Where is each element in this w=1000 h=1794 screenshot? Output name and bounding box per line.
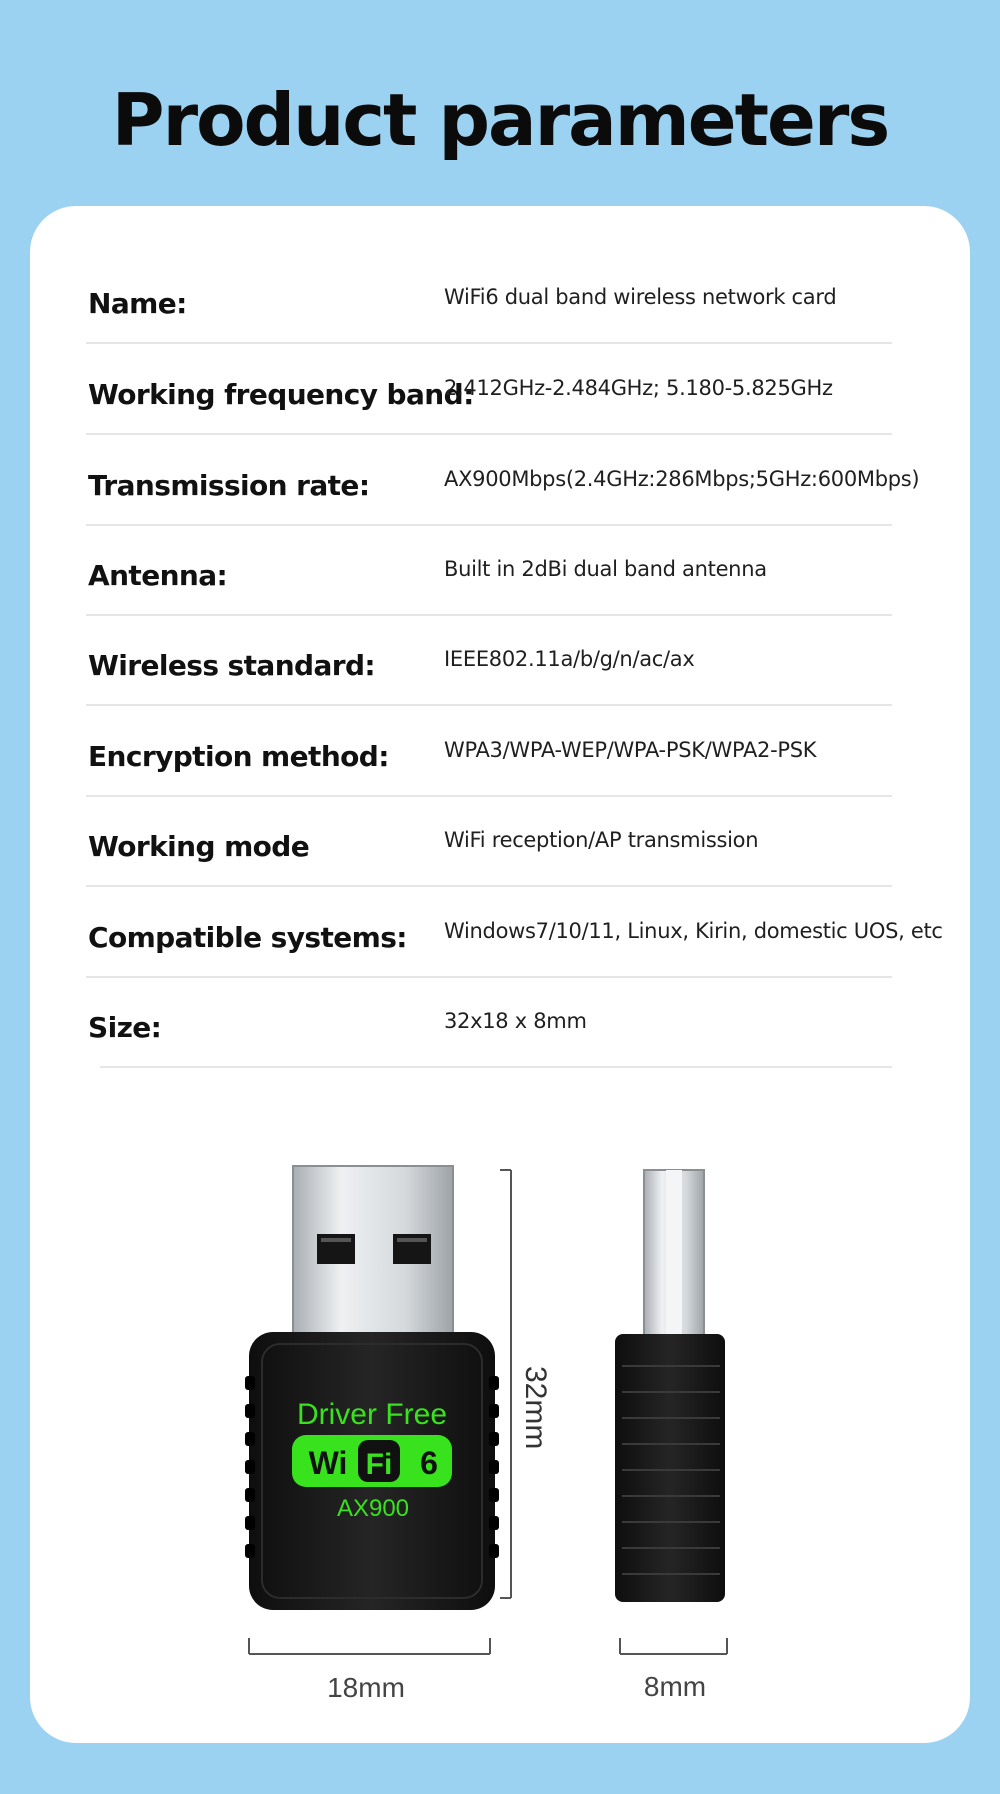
param-value: IEEE802.11a/b/g/n/ac/ax: [444, 647, 695, 671]
product-illustration: [30, 206, 970, 1743]
badge-6: 6: [420, 1445, 438, 1481]
param-label: Wireless standard:: [88, 649, 376, 682]
param-value: Windows7/10/11, Linux, Kirin, domestic UOS, etc: [444, 919, 943, 943]
param-label: Transmission rate:: [88, 469, 370, 502]
param-label: Name:: [88, 287, 187, 320]
param-label: Size:: [88, 1011, 162, 1044]
usb-connector-front: [293, 1166, 453, 1336]
badge-driver-free: Driver Free: [296, 1398, 448, 1431]
param-label: Compatible systems:: [88, 921, 407, 954]
param-value: Built in 2dBi dual band antenna: [444, 557, 767, 581]
parameters-card: [30, 206, 970, 1743]
page-title: Product parameters: [111, 78, 889, 162]
dim-height-label: 32mm: [519, 1366, 552, 1450]
param-label: Working mode: [88, 830, 310, 863]
param-label: Antenna:: [88, 559, 228, 592]
param-value: 32x18 x 8mm: [444, 1009, 587, 1033]
depth-dimension: [620, 1638, 727, 1654]
param-value: WiFi6 dual band wireless network card: [444, 285, 837, 309]
badge-fi: Fi: [365, 1448, 393, 1481]
param-value: WPA3/WPA-WEP/WPA-PSK/WPA2-PSK: [444, 738, 817, 762]
param-value: AX900Mbps(2.4GHz:286Mbps;5GHz:600Mbps): [444, 467, 920, 491]
badge-wi: Wi: [308, 1445, 348, 1481]
param-value: WiFi reception/AP transmission: [444, 828, 759, 852]
adapter-side-view: [615, 1170, 725, 1602]
adapter-body-front: [245, 1332, 499, 1610]
param-value: 2.412GHz-2.484GHz; 5.180-5.825GHz: [444, 376, 833, 400]
dim-depth-label: 8mm: [643, 1671, 707, 1702]
width-dimension: [249, 1638, 490, 1654]
badge-ax900: AX900: [336, 1495, 410, 1522]
param-label: Encryption method:: [88, 740, 389, 773]
param-label: Working frequency band:: [88, 378, 474, 411]
height-dimension: [500, 1170, 511, 1598]
dim-width-label: 18mm: [327, 1672, 405, 1703]
